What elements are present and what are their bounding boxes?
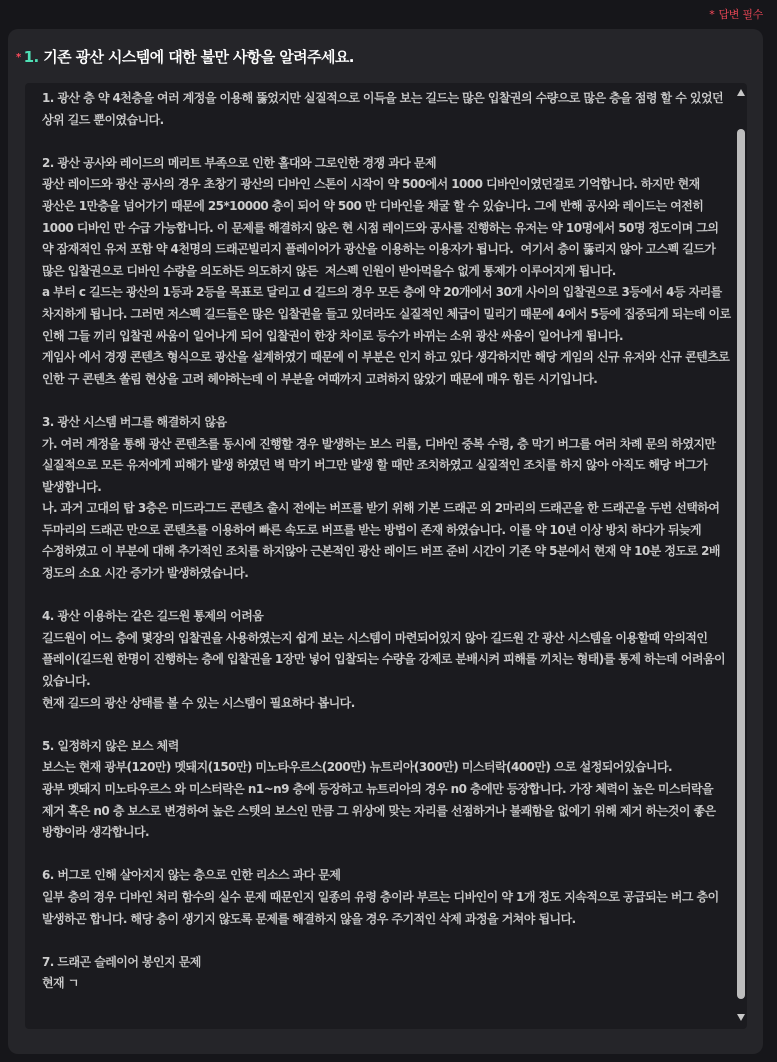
- question-required-star: *: [16, 52, 21, 63]
- answer-scrollbar[interactable]: [735, 85, 746, 1025]
- answer-text[interactable]: 1. 광산 층 약 4천층을 여러 계정을 이용해 뚫었지만 실질적으로 이득을 보는 길드는 많은 입찰권의 수량으로 많은 층을 점령 할 수 있었던 상위 길드 뿐이였습니다. 2. 광산 공사와 레이드의 메리트 부족으로 인한 홀대와 그로인한 경쟁 과다 문제 광산 레이드와 광산 공사의 경우 초창기 광산의 디바인 스톤이 시작이 약 500에서 1000 디바인이였던걸로 기억합니다. 하지만 현재 광산은 1만층을 넘어가기 때문에 25*10000 층이 되어 약 500 만 디바인을 채굴 할 수 있습니다. 그에 반해 공사와 레이드는 여전히 1000 디바인 만 수급 가능합니다. 이 문제를 해결하지 않은 현 시점 레이드와 공사를 진행하는 유저는 약 10명에서 50명 정도이며 그의 약 잠재적인 유저 포함 약 4천명의 드래곤빌리지 플레이어가 광산을 이용하는 이용자가 됩니다. 여기서 층이 뚫리지 않아 고스펙 길드가 많은 입찰권으로 디바인 수량을 의도하든 의도하지 않든 저스펙 인원이 받아먹을수 없게 통제가 이루어지게 됩니다. a 부터 c 길드는 광산의 1등과 2등을 목표로 달리고 d 길드의 경우 모든 층에 약 20개에서 30개 사이의 입찰권으로 3등에서 4등 자리를 차지하게 됩니다. 그러면 저스펙 길드들은 많은 입찰권을 들고 있더라도 실질적인 체급이 밀리기 때문에 4에서 5등에 집중되게 되는데 이로 인해 그들 끼리 입찰권 싸움이 일어나게 되어 입찰권이 한장 차이로 등수가 바뀌는 소위 광산 싸움이 일어나게 됩니다. 게임사 에서 경쟁 콘텐츠 형식으로 광산을 설계하였기 때문에 이 부분은 인지 하고 있다 생각하지만 해당 게임의 신규 유저와 신규 콘텐츠로 인한 구 콘텐츠 쏠림 현상을 고려 헤야하는데 이 부분을 여때까지 고려하지 않았기 때문에 매우 힘든 시기입니다. 3. 광산 시스템 버그를 해결하지 않음 가. 여러 계정을 통해 광산 콘텐츠를 동시에 진행할 경우 발생하는 보스 리롤, 디바인 중복 수령, 층 막기 버그를 여러 차례 문의 하였지만 실질적으로 모든 유저에게 피해가 발생 하였던 벽 막기 버그만 발생 할 때만 조치하였고 실질적인 조치를 하지 않아 아직도 해당 버그가 발생합니다. 나. 과거 고대의 탑 3층은 미드라그드 콘텐츠 출시 전에는 버프를 받기 위해 기본 드래곤 외 2마리의 드래곤을 한 드래곤을 두번 선택하여 두마리의 드래곤 만으로 콘텐츠를 이용하여 빠른 속도로 버프를 받는 방법이 존재 하였습니다. 이를 약 10년 이상 방치 하다가 뒤늦게 수정하였고 이 부분에 대해 추가적인 조치를 하지않아 근본적인 광산 레이드 버프 준비 시간이 기존 약 5분에서 현재 약 10분 정도로 2배 정도의 소요 시간 증가가 발생하였습니다. 4. 광산 이용하는 같은 길드원 통제의 어려움 길드원이 어느 층에 몇장의 입찰권을 사용하였는지 쉽게 보는 시스템이 마련되어있지 않아 길드원 간 광산 시스템을 이용할때 악의적인 플레이(길드원 한명이 진행하는 층에 입찰권을 1장만 넣어 입찰되는 수량을 강제로 분배시켜 피해를 끼치는 형태)를 통제 하는데 어려움이 있습니다. 현재 길드의 광산 상태를 볼 수 있는 시스템이 필요하다 봅니다. 5. 일정하지 않은 보스 체력 보스는 현재 광부(120만) 멧돼지(150만) 미노타우르스(200만) 뉴트리아(300만) 미스터락(400만) 으로 설정되어있습니다. 광부 멧돼지 미노타우르스 와 미스터락은 n1~n9 층에 등장하고 뉴트리아의 경우 n0 층에만 등장합니다. 가장 체력이 높은 미스터락을 제거 혹은 n0 층 보스로 변경하여 높은 스텟의 보스인 만큼 그 위상에 맞는 자리를 선점하거나 불쾌함을 없에기 위해 제거 하는것이 좋은 방향이라 생각합니다. 6. 버그로 인해 살아지지 않는 층으로 인한 리소스 과다 문제 일부 층의 경우 디바인 처리 함수의 실수 문제 때문인지 일종의 유령 층이라 부르는 디바인이 약 1개 정도 지속적으로 공급되는 버그 층이 발생하곤 합니다. 해당 층이 생기지 않도록 문제를 해결하지 않을 경우 주기적인 삭제 과정을 거쳐야 됩니다. 7. 드래곤 슬레이어 봉인지 문제 현재 ㄱ: [42, 91, 731, 991]
- scroll-down-arrow-icon[interactable]: [737, 1014, 745, 1021]
- question-title: [16, 46, 354, 67]
- required-label: 답변 필수: [718, 8, 763, 21]
- question-number: 1.: [23, 48, 39, 66]
- answer-textarea[interactable]: [25, 83, 747, 1029]
- scroll-up-arrow-icon[interactable]: [737, 89, 745, 96]
- scroll-thumb[interactable]: [737, 129, 745, 999]
- question-text: 기존 광산 시스템에 대한 불만 사항을 알려주세요.: [43, 48, 354, 66]
- required-star: *: [709, 8, 715, 21]
- required-notice: [709, 6, 763, 22]
- question-card: [8, 29, 763, 1054]
